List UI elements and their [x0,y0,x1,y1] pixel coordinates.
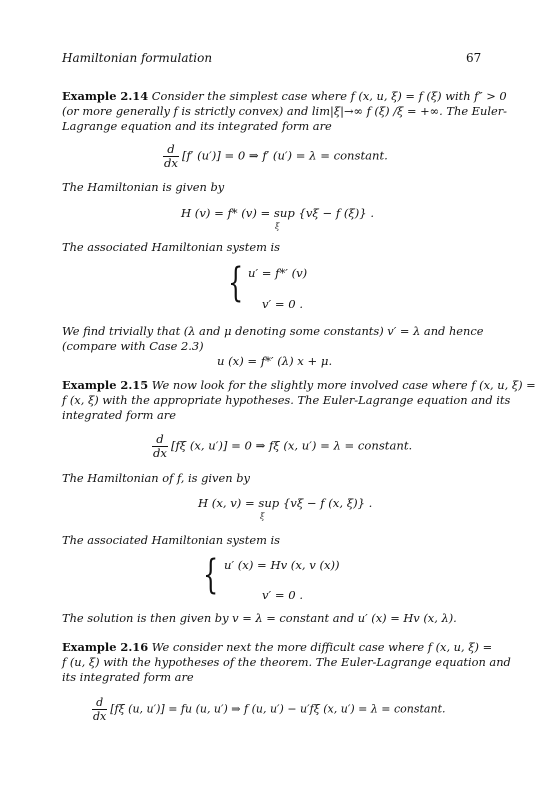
fraction-denominator: dx [93,710,107,723]
example-2-15-line-2: f (x, ξ) with the appropriate hypotheses. The Euler-Lagrange equation and its [62,393,511,407]
system-row-1b: v′ = 0 . [262,297,304,311]
example-2-16-line-1 [62,640,492,654]
example-2-14-line-3: Lagrange equation and its integrated form are [62,119,332,133]
fraction-denominator: dx [164,156,178,170]
example-2-15-line-1 [62,378,536,392]
example-2-15-label: Example 2.15 [62,378,149,392]
hamiltonian-equation-1: H (v) = f* (v) = sup {vξ − f (ξ)} . [181,206,375,220]
euler-lagrange-equation-1 [163,143,388,170]
equation-body: [fξ (u, u′)] = fu (u, u′) ⇒ f (u, u′) − u′fξ (x, u′) = λ = constant. [110,702,446,716]
fraction-numerator: d [156,432,164,446]
hamiltonian-equation-2: H (x, v) = sup {vξ − f (x, ξ)} . [198,496,373,510]
conclusion-2-15: The solution is then given by v = λ = constant and u′ (x) = Hv (x, λ). [62,611,457,625]
system-row-2a: u′ (x) = Hv (x, v (x)) [224,558,340,572]
example-2-16-text-1: We consider next the more difficult case where f (x, u, ξ) = [151,640,493,654]
system-brace-2: { [203,552,219,598]
running-title: Hamiltonian formulation [62,51,213,65]
system-intro-1: The associated Hamiltonian system is [62,240,281,254]
solution-2-14: u (x) = f*′ (λ) x + μ. [217,354,333,368]
fraction-denominator: dx [153,446,167,460]
derivative-fraction [152,433,168,460]
system-row-1a: u′ = f*′ (v) [248,266,308,280]
example-2-15-text-1: We now look for the slightly more involved case where f (x, u, ξ) = [151,378,536,392]
example-2-14-line-1 [62,89,507,103]
fraction-numerator: d [167,142,175,156]
conclusion-2-14-line-2: (compare with Case 2.3) [62,339,204,353]
example-2-16-label: Example 2.16 [62,640,149,654]
equation-body: [fξ (x, u′)] = 0 ⇒ fξ (x, u′) = λ = constant. [170,438,413,453]
example-2-14-line-2: (or more generally f is strictly convex) and lim|ξ|→∞ f (ξ) /ξ = +∞. The Euler- [62,104,508,118]
derivative-fraction [92,696,107,723]
sup-subscript-1: ξ [275,222,280,231]
example-2-14-label: Example 2.14 [62,89,149,103]
conclusion-2-14-line-1: We find trivially that (λ and μ denoting some constants) v′ = λ and hence [62,324,484,338]
hamiltonian-intro-1: The Hamiltonian is given by [62,180,225,194]
sup-subscript-2: ξ [260,512,265,521]
example-2-16-line-2: f (u, ξ) with the hypotheses of the theorem. The Euler-Lagrange equation and [62,655,511,669]
fraction-numerator: d [96,696,104,709]
example-2-14-text-1: Consider the simplest case where f (x, u, ξ) = f (ξ) with f″ > 0 [151,89,507,103]
page-number: 67 [466,51,482,65]
hamiltonian-intro-2: The Hamiltonian of f, is given by [62,471,250,485]
example-2-15-line-3: integrated form are [62,408,176,422]
system-row-2b: v′ = 0 . [262,588,304,602]
example-2-16-line-3: its integrated form are [62,670,194,684]
euler-lagrange-equation-2 [152,433,412,460]
equation-body: [f′ (u′)] = 0 ⇒ f′ (u′) = λ = constant. [181,148,388,163]
system-intro-2: The associated Hamiltonian system is [62,533,281,547]
system-brace-1: { [228,260,244,306]
euler-lagrange-equation-3 [92,696,446,723]
derivative-fraction [163,143,179,170]
